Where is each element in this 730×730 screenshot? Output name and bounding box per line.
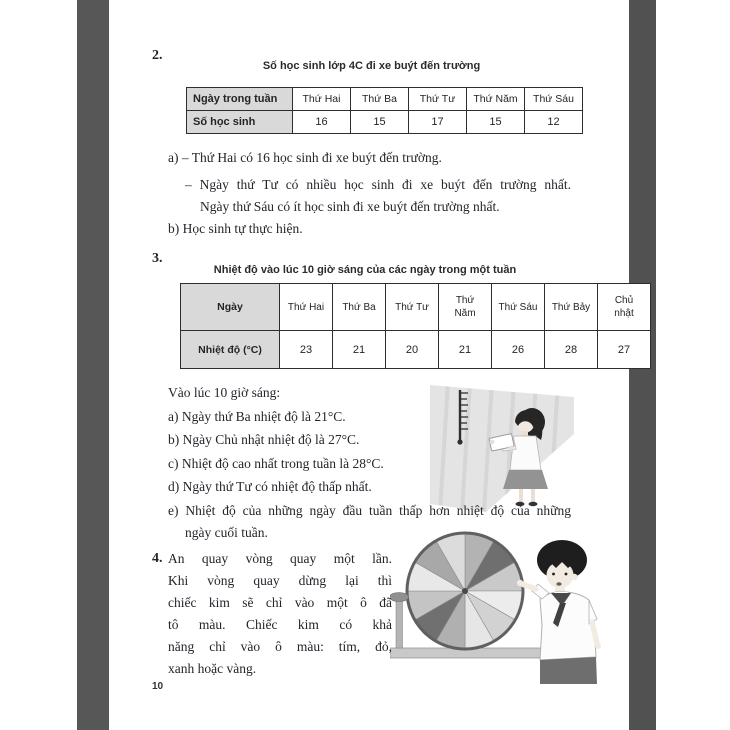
count-cell: 16 <box>293 111 351 134</box>
temp-cell: 28 <box>545 331 598 369</box>
answer-line: e) Nhiệt độ của những ngày đầu tuần thấp hơn nhiệt độ của những <box>168 503 571 518</box>
day-cell: Thứ Năm <box>467 88 525 111</box>
problem-4-line: xanh hoặc vàng. <box>168 661 257 676</box>
temp-cell: 26 <box>492 331 545 369</box>
day-cell: Thứ Tư <box>386 284 439 331</box>
answer-line: b) Học sinh tự thực hiện. <box>168 221 303 236</box>
pointer-handle <box>390 593 409 602</box>
table-row <box>181 331 651 369</box>
boy-figure <box>517 540 601 684</box>
problem-3-table-title: Nhiệt độ vào lúc 10 giờ sáng của các ngày trong một tuần <box>213 264 517 276</box>
page-number: 10 <box>152 681 164 692</box>
day-cell: Thứ Hai <box>293 88 351 111</box>
corner-header: Ngày <box>181 284 280 331</box>
answer-line: d) Ngày thứ Tư có nhiệt độ thấp nhất. <box>168 479 372 494</box>
wheel-stand-platform <box>390 648 563 658</box>
temp-cell: 21 <box>333 331 386 369</box>
intro-line: Vào lúc 10 giờ sáng: <box>168 385 281 400</box>
day-cell: Thứ Sáu <box>492 284 545 331</box>
temp-cell: 21 <box>439 331 492 369</box>
table-row <box>187 88 583 111</box>
count-cell: 15 <box>467 111 525 134</box>
problem-4-line: năng chỉ vào ô màu: tím, đỏ, <box>168 639 392 654</box>
answer-line: – Ngày thứ Tư có nhiều học sinh đi xe buýt đến trường nhất. <box>185 177 571 192</box>
answer-line: a) – Thứ Hai có 16 học sinh đi xe buýt đến trường. <box>168 150 442 165</box>
answer-line: c) Nhiệt độ cao nhất trong tuần là 28°C. <box>168 456 384 471</box>
thermometer-illustration <box>422 382 579 512</box>
problem-4-line: An quay vòng quay một lần. <box>168 551 392 566</box>
temp-cell: 27 <box>598 331 651 369</box>
temperature-table <box>180 283 651 369</box>
problem-4-marker: 4. <box>152 551 163 566</box>
day-cell: Thứ Ba <box>333 284 386 331</box>
problem-2-table-title: Số học sinh lớp 4C đi xe buýt đến trường <box>262 60 481 72</box>
table-row <box>187 111 583 134</box>
row-header-count: Số học sinh <box>187 111 293 134</box>
temp-cell: 20 <box>386 331 439 369</box>
spinner-illustration <box>390 527 622 684</box>
answer-line: b) Ngày Chủ nhật nhiệt độ là 27°C. <box>168 432 360 447</box>
day-cell: Thứ Ba <box>351 88 409 111</box>
day-cell: Thứ Sáu <box>525 88 583 111</box>
problem-4-line: Khi vòng quay dừng lại thì <box>168 573 392 588</box>
problem-4-line: tô màu. Chiếc kim có khả <box>168 617 392 632</box>
wheel-hub <box>462 588 468 594</box>
bus-students-table <box>186 87 583 134</box>
problem-4-line: chiếc kim sẽ chỉ vào một ô đã <box>168 595 392 610</box>
answer-line: ngày cuối tuần. <box>185 525 268 540</box>
table-row <box>181 284 651 331</box>
problem-3-marker: 3. <box>152 251 163 266</box>
answer-line: a) Ngày thứ Ba nhiệt độ là 21°C. <box>168 409 346 424</box>
row-header-temp: Nhiệt độ (°C) <box>181 331 280 369</box>
day-cell: Thứ Tư <box>409 88 467 111</box>
day-cell: Thứ Năm <box>439 284 492 331</box>
problem-2-marker: 2. <box>152 48 163 63</box>
day-cell: Thứ Hai <box>280 284 333 331</box>
left-backdrop-bar <box>77 0 109 730</box>
day-cell: Thứ Bảy <box>545 284 598 331</box>
count-cell: 15 <box>351 111 409 134</box>
row-header-days: Ngày trong tuần <box>187 88 293 111</box>
temp-cell: 23 <box>280 331 333 369</box>
day-cell: Chủ nhật <box>598 284 651 331</box>
count-cell: 17 <box>409 111 467 134</box>
wheel-stand-post <box>396 600 403 648</box>
answer-line: Ngày thứ Sáu có ít học sinh đi xe buýt đến trường nhất. <box>200 199 500 214</box>
count-cell: 12 <box>525 111 583 134</box>
